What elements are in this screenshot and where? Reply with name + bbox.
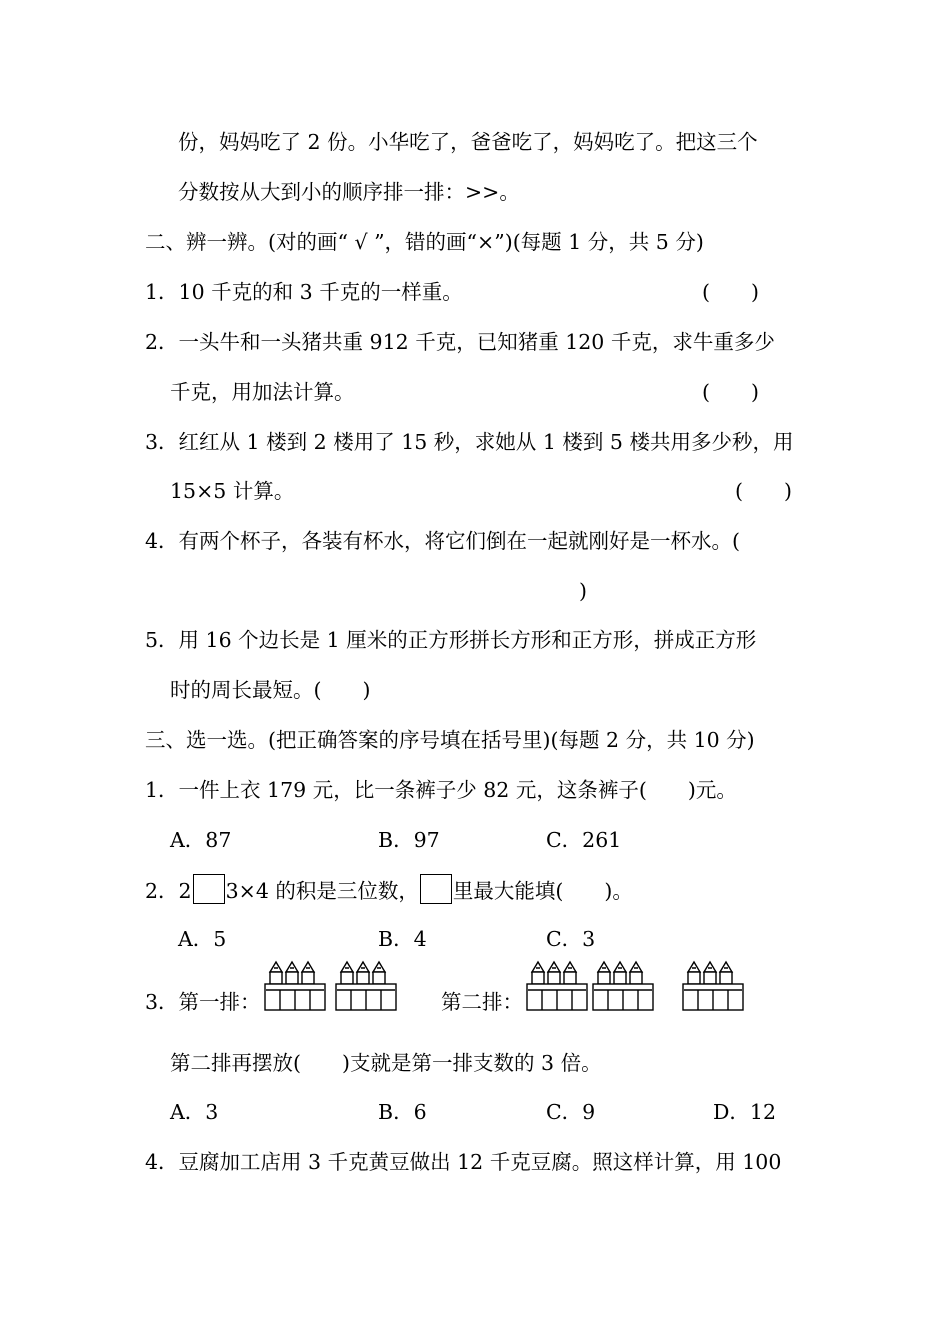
section2-heading: 二、辨一辨。(对的画“ √ ”，错的画“×”)(每题 1 分，共 5 分): [145, 230, 704, 254]
s3-q3-option-a[interactable]: A．3: [170, 1100, 219, 1124]
s3-q2-part-a: 2．2: [145, 879, 192, 903]
s3-q2-option-b[interactable]: B．4: [378, 927, 427, 951]
crayon-box-icon: [265, 962, 325, 1010]
s2-q3-answer-blank[interactable]: ( ): [735, 479, 792, 503]
intro-line-1: 份，妈妈吃了 2 份。小华吃了，爸爸吃了，妈妈吃了。把这三个: [178, 130, 758, 154]
s3-q2-option-a[interactable]: A．5: [178, 927, 227, 951]
crayon-box-icon: [336, 962, 396, 1010]
s3-q1-option-c[interactable]: C．261: [546, 828, 622, 852]
s3-q3-option-c[interactable]: C．9: [546, 1100, 596, 1124]
s3-q3-option-b[interactable]: B．6: [378, 1100, 427, 1124]
s2-question-3-line-1: 3．红红从 1 楼到 2 楼用了 15 秒，求她从 1 楼到 5 楼共用多少秒，用: [145, 430, 794, 454]
s3-q2-part-c: 里最大能填( )。: [452, 879, 633, 903]
s3-q1-option-a[interactable]: A．87: [170, 828, 232, 852]
s2-question-2-line-2: 千克，用加法计算。: [170, 380, 355, 404]
s2-question-4-line-2: ): [579, 579, 587, 603]
s3-question-3-line-2: 第二排再摆放( )支就是第一排支数的 3 倍。: [170, 1051, 602, 1075]
s2-question-3-line-2: 15×5 计算。: [170, 479, 295, 503]
section3-heading: 三、选一选。(把正确答案的序号填在括号里)(每题 2 分，共 10 分): [145, 728, 755, 752]
s2-question-1: 1．10 千克的和 3 千克的一样重。: [145, 280, 463, 304]
s2-q2-answer-blank[interactable]: ( ): [702, 380, 759, 404]
s2-q1-answer-blank[interactable]: ( ): [702, 280, 759, 304]
s3-q2-option-c[interactable]: C．3: [546, 927, 596, 951]
s3-question-4: 4．豆腐加工店用 3 千克黄豆做出 12 千克豆腐。照这样计算，用 100: [145, 1150, 782, 1174]
crayon-box-icon: [593, 962, 653, 1010]
crayon-row-1: [264, 958, 398, 1012]
crayon-box-icon: [527, 962, 587, 1010]
s2-question-5-line-2: 时的周长最短。( ): [170, 678, 371, 702]
s3-q3-option-d[interactable]: D．12: [713, 1100, 777, 1124]
digit-blank-box[interactable]: [193, 874, 225, 904]
s3-q2-part-b: 3×4 的积是三位数，: [225, 879, 419, 903]
s2-question-2-line-1: 2．一头牛和一头猪共重 912 千克，已知猪重 120 千克，求牛重多少: [145, 330, 775, 354]
s3-question-1: 1．一件上衣 179 元，比一条裤子少 82 元，这条裤子( )元。: [145, 778, 737, 802]
s3-question-2: [145, 874, 633, 905]
intro-line-2: 分数按从大到小的顺序排一排：>>。: [178, 180, 520, 204]
s3-q3-label-row-1: 3．第一排：: [145, 990, 261, 1014]
s3-q3-label-row-2: 第二排：: [441, 990, 523, 1014]
digit-blank-box[interactable]: [420, 874, 452, 904]
s2-question-5-line-1: 5．用 16 个边长是 1 厘米的正方形拼长方形和正方形，拼成正方形: [145, 628, 757, 652]
s3-q1-option-b[interactable]: B．97: [378, 828, 440, 852]
crayon-box-icon: [683, 962, 743, 1010]
crayon-row-2: [526, 958, 746, 1012]
s2-question-4-line-1: 4．有两个杯子，各装有杯水，将它们倒在一起就刚好是一杯水。(: [145, 529, 741, 553]
